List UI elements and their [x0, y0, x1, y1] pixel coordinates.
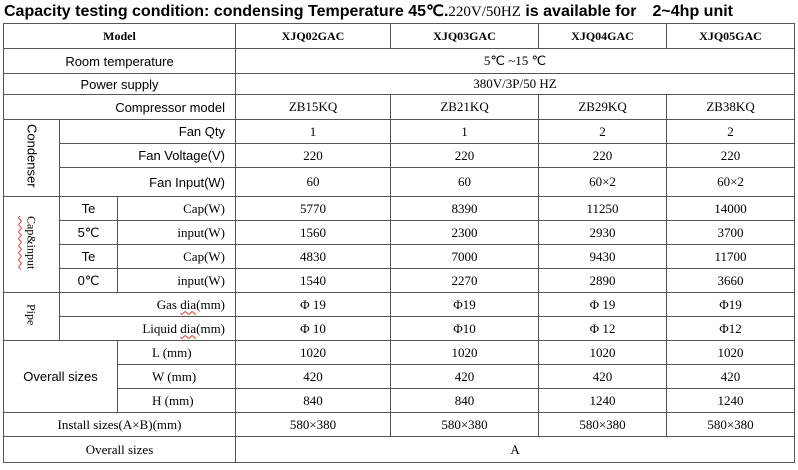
fan-qty-value-2: 1	[391, 120, 539, 144]
te0-input-value-3: 2890	[539, 269, 667, 293]
length-value-4: 1020	[667, 341, 795, 365]
liquid-pipe-label-b: dia	[180, 320, 197, 336]
model-name-2: XJQ03GAC	[391, 24, 539, 49]
install-sizes-label: Install sizes(A×B)(mm)	[4, 413, 236, 437]
title-part1: Capacity testing condition: condensing Temperature 45℃.	[4, 3, 449, 20]
room-temperature-value: 5℃ ~15 ℃	[236, 49, 795, 74]
liquid-pipe-label-a: Liquid	[142, 320, 181, 336]
install-sizes-value-4: 580×380	[667, 413, 795, 437]
fan-input-value-2: 60	[391, 168, 539, 197]
width-value-1: 420	[236, 365, 391, 389]
te0-te-label: Te	[60, 245, 118, 269]
title-part3: is available for	[525, 3, 637, 20]
te0-cap-label: Cap(W)	[118, 245, 236, 269]
gas-pipe-value-3: Φ 19	[539, 293, 667, 317]
height-value-2: 840	[391, 389, 539, 413]
condenser-group-cell	[4, 120, 60, 197]
fan-voltage-value-4: 220	[667, 144, 795, 168]
install-sizes-value-1: 580×380	[236, 413, 391, 437]
gas-pipe-label-c: (mm)	[196, 296, 226, 312]
page-title	[4, 1, 733, 23]
width-label: W (mm)	[118, 365, 236, 389]
height-value-3: 1240	[539, 389, 667, 413]
fan-qty-label: Fan Qty	[60, 120, 236, 144]
gas-pipe-label	[60, 293, 236, 317]
height-label: H (mm)	[118, 389, 236, 413]
te0-cap-value-4: 11700	[667, 245, 795, 269]
compressor-value-1: ZB15KQ	[236, 95, 391, 120]
te5-input-value-4: 3700	[667, 221, 795, 245]
title-part4: 2~4hp unit	[652, 3, 733, 20]
te0-temp-label: 0℃	[60, 269, 118, 293]
model-name-1: XJQ02GAC	[236, 24, 391, 49]
te0-cap-value-1: 4830	[236, 245, 391, 269]
gas-pipe-label-b: dia	[180, 296, 197, 312]
pipe-group-label: Pipe	[24, 303, 39, 326]
compressor-value-4: ZB38KQ	[667, 95, 795, 120]
te5-input-value-2: 2300	[391, 221, 539, 245]
condenser-group-label: Condenser	[24, 124, 40, 188]
room-temperature-label: Room temperature	[4, 49, 236, 74]
te5-cap-value-2: 8390	[391, 197, 539, 221]
te0-input-value-2: 2270	[391, 269, 539, 293]
te5-cap-row	[4, 197, 795, 221]
te0-input-value-1: 1540	[236, 269, 391, 293]
height-value-1: 840	[236, 389, 391, 413]
te5-te-label: Te	[60, 197, 118, 221]
te5-input-value-1: 1560	[236, 221, 391, 245]
te0-input-value-4: 3660	[667, 269, 795, 293]
cap-input-group-label: Cap&input	[24, 215, 39, 270]
liquid-pipe-value-1: Φ 10	[236, 317, 391, 341]
install-sizes-row	[4, 413, 795, 437]
te5-cap-value-4: 14000	[667, 197, 795, 221]
length-value-2: 1020	[391, 341, 539, 365]
overall-sizes-value: A	[236, 437, 795, 463]
pipe-group-cell	[4, 293, 60, 341]
fan-voltage-value-3: 220	[539, 144, 667, 168]
fan-input-value-3: 60×2	[539, 168, 667, 197]
fan-input-value-1: 60	[236, 168, 391, 197]
overall-sizes-label: Overall sizes	[4, 437, 236, 463]
liquid-pipe-value-2: Φ10	[391, 317, 539, 341]
gas-pipe-row	[4, 293, 795, 317]
length-label: L (mm)	[118, 341, 236, 365]
te5-input-row	[4, 221, 795, 245]
height-row	[4, 389, 795, 413]
title-voltage: 220V/50HZ	[448, 4, 521, 20]
te5-cap-label: Cap(W)	[118, 197, 236, 221]
liquid-pipe-label	[60, 317, 236, 341]
model-name-3: XJQ04GAC	[539, 24, 667, 49]
liquid-pipe-value-3: Φ 12	[539, 317, 667, 341]
gas-pipe-value-1: Φ 19	[236, 293, 391, 317]
liquid-pipe-row	[4, 317, 795, 341]
install-sizes-value-2: 580×380	[391, 413, 539, 437]
overall-dimensions-label: Overall sizes	[4, 341, 118, 413]
header-row	[4, 24, 795, 49]
te5-cap-value-1: 5770	[236, 197, 391, 221]
cap-input-group-cell	[4, 197, 60, 293]
fan-voltage-value-2: 220	[391, 144, 539, 168]
fan-qty-value-3: 2	[539, 120, 667, 144]
te5-input-label: input(W)	[118, 221, 236, 245]
gas-pipe-value-2: Φ19	[391, 293, 539, 317]
fan-voltage-label: Fan Voltage(V)	[60, 144, 236, 168]
te0-input-label: input(W)	[118, 269, 236, 293]
gas-pipe-label-a: Gas	[156, 296, 181, 312]
overall-sizes-row	[4, 437, 795, 463]
fan-voltage-row	[4, 144, 795, 168]
power-supply-label: Power supply	[4, 74, 236, 95]
install-sizes-value-3: 580×380	[539, 413, 667, 437]
te0-cap-value-3: 9430	[539, 245, 667, 269]
fan-voltage-value-1: 220	[236, 144, 391, 168]
compressor-value-3: ZB29KQ	[539, 95, 667, 120]
room-temperature-row	[4, 49, 795, 74]
compressor-label: Compressor model	[4, 95, 236, 120]
fan-input-row	[4, 168, 795, 197]
compressor-value-2: ZB21KQ	[391, 95, 539, 120]
width-row	[4, 365, 795, 389]
fan-input-label: Fan Input(W)	[60, 168, 236, 197]
length-value-3: 1020	[539, 341, 667, 365]
fan-qty-row	[4, 120, 795, 144]
width-value-3: 420	[539, 365, 667, 389]
width-value-2: 420	[391, 365, 539, 389]
model-name-4: XJQ05GAC	[667, 24, 795, 49]
liquid-pipe-label-c: (mm)	[196, 320, 226, 336]
fan-input-value-4: 60×2	[667, 168, 795, 197]
model-label: Model	[4, 24, 236, 49]
fan-qty-value-1: 1	[236, 120, 391, 144]
length-row	[4, 341, 795, 365]
te5-temp-label: 5℃	[60, 221, 118, 245]
te5-input-value-3: 2930	[539, 221, 667, 245]
te0-cap-value-2: 7000	[391, 245, 539, 269]
compressor-row	[4, 95, 795, 120]
te0-input-row	[4, 269, 795, 293]
height-value-4: 1240	[667, 389, 795, 413]
length-value-1: 1020	[236, 341, 391, 365]
spec-table	[3, 23, 795, 463]
power-supply-value: 380V/3P/50 HZ	[236, 74, 795, 95]
te5-cap-value-3: 11250	[539, 197, 667, 221]
fan-qty-value-4: 2	[667, 120, 795, 144]
power-supply-row	[4, 74, 795, 95]
width-value-4: 420	[667, 365, 795, 389]
gas-pipe-value-4: Φ19	[667, 293, 795, 317]
liquid-pipe-value-4: Φ12	[667, 317, 795, 341]
te0-cap-row	[4, 245, 795, 269]
